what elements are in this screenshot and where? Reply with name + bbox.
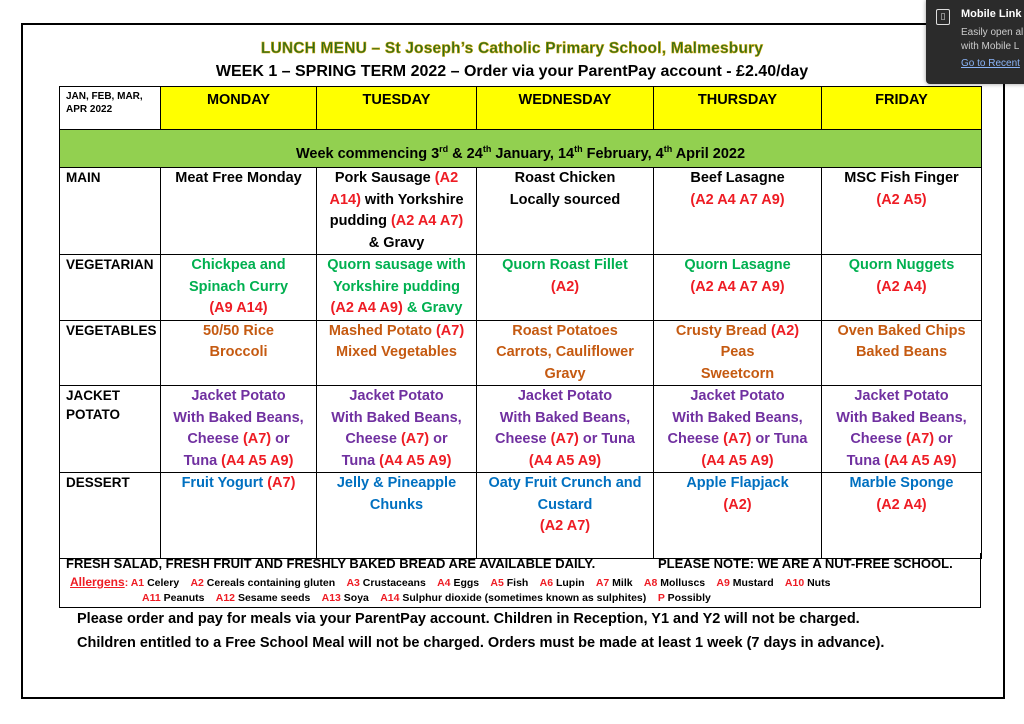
week-text: April 2022 [672,146,746,162]
allergen-list [142,592,723,604]
day-tuesday: TUESDAY [317,87,477,130]
dish-text: Oaty Fruit Crunch and [488,475,642,491]
months-line-2: APR 2022 [66,104,113,115]
dish-text: Roast Potatoes [512,322,618,339]
menu-title: LUNCH MENU – St Joseph’s Catholic Primary School, Malmesbury [260,40,764,57]
allergen-codes: (A2 A4) [876,278,927,295]
veg-monday [161,255,317,321]
dish-text: Broccoli [209,344,268,360]
notification-title: Mobile Link [961,8,1022,20]
dish-text: Oven Baked Chips [837,322,966,339]
week-sup: th [482,144,492,155]
dish-text: 50/50 Rice [203,322,274,339]
dish-text: Spinach Curry [188,278,289,295]
dish-text: Marble Sponge [849,475,954,491]
week-commencing [60,130,982,168]
main-wednesday [477,168,654,255]
daily-availability-note: FRESH SALAD, FRESH FRUIT AND FRESHLY BAKED BREAD ARE AVAILABLE DAILY. [66,556,596,571]
dish-text: Yorkshire pudding [332,278,461,295]
row-label-vegetables: VEGETABLES [60,320,161,386]
dish-text: Apple Flapjack [686,475,789,491]
allergen-codes: (A7) [550,431,579,447]
week-sup: th [574,144,583,155]
dish-text: Cheese [850,431,906,447]
week-text: January, 14 [491,146,575,162]
row-label-jacket-potato [60,386,161,473]
allergen-codes: (A4 A5 A9) [379,452,452,469]
jacket-tuesday [317,386,477,473]
dish-text: Pork Sausage [334,170,435,186]
main-monday: Meat Free Monday [161,168,317,255]
free-school-meal-note: Children entitled to a Free School Meal will not be charged. Orders must be made at least 1 week (7 days in advance). [77,635,885,651]
allergen-name: Peanuts [163,592,216,604]
dish-text: Carrots, Cauliflower [496,344,634,360]
allergen-codes: A14) [329,191,361,208]
day-monday: MONDAY [161,87,317,130]
dish-text: Tuna [183,452,222,469]
dish-text: Crusty Bread [675,322,771,339]
allergen-name: Fish [506,577,540,589]
dessert-friday [822,473,982,559]
week-text: & 24 [448,146,483,162]
allergen-code: A10 [784,577,808,589]
allergen-codes: (A2 A5) [876,191,927,208]
dish-text: Chickpea and [191,257,286,273]
day-wednesday: WEDNESDAY [477,87,654,130]
dish-text: Jelly & Pineapple [336,475,457,491]
row-label-main: MAIN [60,168,161,255]
allergen-code: P [657,592,668,604]
dish-text: or [271,431,290,447]
allergen-code: A14 [380,592,403,604]
allergen-name: Lupin [555,577,596,589]
parentpay-note: Please order and pay for meals via your ParentPay account. Children in Reception, Y1 and Y2 will not be charged. [77,611,860,627]
dish-text: Peas [720,344,755,360]
allergen-codes: (A7) [435,322,465,339]
nut-free-note: PLEASE NOTE: WE ARE A NUT-FREE SCHOOL. [658,556,953,571]
allergen-legend-line-2 [142,592,723,604]
row-label-line: JACKET [66,388,121,403]
dish-text: or [429,431,448,447]
allergen-codes: (A2 A4 A7) [390,213,464,229]
day-thursday: THURSDAY [654,87,822,130]
allergen-code: A13 [321,592,344,604]
allergen-code: A7 [595,577,613,589]
week-text: Week commencing 3 [295,146,440,162]
allergen-name: Sulphur dioxide (sometimes known as sulphites) [402,592,658,604]
week-text: February, 4 [582,146,664,162]
row-vegetarian [60,255,982,321]
dish-text: Sweetcorn [700,365,775,382]
jacket-monday [161,386,317,473]
veg-friday [822,255,982,321]
vegetables-thursday [654,320,822,386]
row-label-vegetarian: VEGETARIAN [60,255,161,321]
allergen-codes: (A9 A14) [209,300,268,316]
allergen-code: A4 [437,577,454,589]
row-vegetables [60,320,982,386]
veg-tuesday [317,255,477,321]
dish-text: or Tuna [751,431,808,447]
row-label-line: POTATO [66,407,120,422]
allergen-codes: (A4 A5 A9) [884,452,957,469]
phone-link-icon: ▯ [936,9,950,25]
dish-text: pudding [329,213,391,229]
week-commencing-row [60,130,982,168]
dish-text: Cheese [187,431,243,447]
allergens-label: Allergens [70,575,125,589]
allergen-codes: (A2) [770,322,800,339]
dish-text: Cheese [345,431,401,447]
months-line-1: JAN, FEB, MAR, [66,91,143,102]
week-sup: rd [439,144,449,155]
row-dessert [60,473,982,559]
dish-text: Quorn sausage with [327,257,466,273]
allergen-codes: (A2 A4) [876,496,927,513]
allergen-code: A6 [539,577,556,589]
dish-text: Roast Chicken [514,170,616,186]
jacket-wednesday [477,386,654,473]
allergens-colon: : [124,577,129,589]
allergen-name: Cereals containing gluten [206,577,347,589]
dish-text: Chunks [369,496,424,513]
row-jacket-potato [60,386,982,473]
allergen-codes: (A7) [723,431,752,447]
dish-text: Mixed Vegetables [336,344,457,360]
months-cell [60,87,161,130]
allergen-code: A12 [215,592,238,604]
dish-text: Quorn Lasagne [684,257,791,273]
dish-text: Gravy [544,365,586,382]
dish-text: Beef Lasagne [690,170,785,186]
dish-text: or [934,431,953,447]
footnote-box [59,553,981,608]
allergen-codes: (A4 A5 A9) [528,452,602,469]
row-main [60,168,982,255]
allergen-codes: (A2 A4 A7 A9) [690,191,785,208]
allergen-list [131,577,842,589]
dish-text: or Tuna [578,431,635,447]
allergen-name: Molluscs [660,577,717,589]
allergen-name: Eggs [453,577,491,589]
week-sup: th [663,144,673,155]
dessert-wednesday [477,473,654,559]
dish-text: With Baked Beans, [499,409,631,426]
notification-body-line: Easily open al [961,27,1024,38]
dish-text: with Yorkshire [360,191,464,208]
allergen-code: A11 [142,592,164,604]
dish-text: With Baked Beans, [672,409,803,426]
dessert-tuesday [317,473,477,559]
allergen-name: Mustard [732,577,785,589]
allergen-codes: (A4 A5 A9) [701,452,774,469]
dish-text: With Baked Beans, [331,409,462,426]
dish-text: Custard [537,496,593,513]
vegetables-wednesday [477,320,654,386]
allergen-codes: (A2) [550,278,580,295]
dish-text: Cheese [495,431,551,447]
menu-table [59,86,982,559]
allergen-codes: (A2 [434,170,459,186]
allergen-name: Soya [343,592,381,604]
dish-text: Cheese [667,431,724,447]
allergen-codes: (A7) [267,475,296,491]
allergen-code: A1 [130,577,148,589]
allergen-codes: (A2 A4 A7 A9) [690,278,785,295]
allergen-codes: (A4 A5 A9) [221,452,294,469]
dish-text: Jacket Potato [854,388,949,404]
allergen-name: Milk [612,577,644,589]
day-friday: FRIDAY [822,87,982,130]
menu-subtitle: WEEK 1 – SPRING TERM 2022 – Order via your ParentPay account - £2.40/day [215,63,809,80]
day-header-row [60,87,982,130]
allergen-codes: (A2) [723,496,752,513]
dish-text: Jacket Potato [191,388,286,404]
go-to-recent-link[interactable]: Go to Recent [961,58,1020,69]
dish-text: With Baked Beans, [836,409,967,426]
allergen-code: A9 [716,577,733,589]
jacket-thursday [654,386,822,473]
allergen-code: A2 [190,577,207,589]
dish-text: Jacket Potato [690,388,785,404]
veg-thursday [654,255,822,321]
dish-text: Quorn Roast Fillet [502,257,628,273]
allergen-legend-line-1 [70,575,842,589]
allergen-codes: (A2 A4 A9) [330,300,403,316]
vegetables-friday [822,320,982,386]
dish-text: Baked Beans [855,344,948,360]
allergen-name: Possibly [667,592,723,604]
allergen-codes: (A7) [400,431,430,447]
allergen-codes: (A2 A7) [539,518,591,534]
main-thursday [654,168,822,255]
jacket-friday [822,386,982,473]
notification-body-line: with Mobile L [961,41,1020,52]
allergen-code: A5 [490,577,507,589]
dish-text: Mashed Potato [328,322,436,339]
dish-text: Tuna [846,452,885,469]
dish-text: With Baked Beans, [173,409,304,426]
notification-body [961,26,1023,54]
dish-text: Tuna [341,452,380,469]
dish-text: & Gravy [402,300,463,316]
main-friday [822,168,982,255]
dessert-thursday [654,473,822,559]
allergen-name: Nuts [807,577,843,589]
allergen-code: A8 [643,577,661,589]
dessert-monday [161,473,317,559]
allergen-name: Crustaceans [362,577,438,589]
dish-text: Locally sourced [509,191,621,208]
vegetables-tuesday [317,320,477,386]
mobile-link-notification[interactable] [926,0,1024,84]
vegetables-monday [161,320,317,386]
dish-text: Quorn Nuggets [848,257,955,273]
row-label-dessert: DESSERT [60,473,161,559]
veg-wednesday [477,255,654,321]
allergen-code: A3 [346,577,363,589]
dish-text: Jacket Potato [349,388,444,404]
dish-text: Jacket Potato [517,388,613,404]
main-tuesday [317,168,477,255]
dish-text: & Gravy [368,234,425,251]
allergen-codes: (A7) [242,431,272,447]
allergen-name: Celery [147,577,191,589]
allergen-codes: (A7) [905,431,935,447]
dish-text: Fruit Yogurt [181,475,268,491]
allergen-name: Sesame seeds [237,592,322,604]
dish-text: MSC Fish Finger [844,170,959,186]
